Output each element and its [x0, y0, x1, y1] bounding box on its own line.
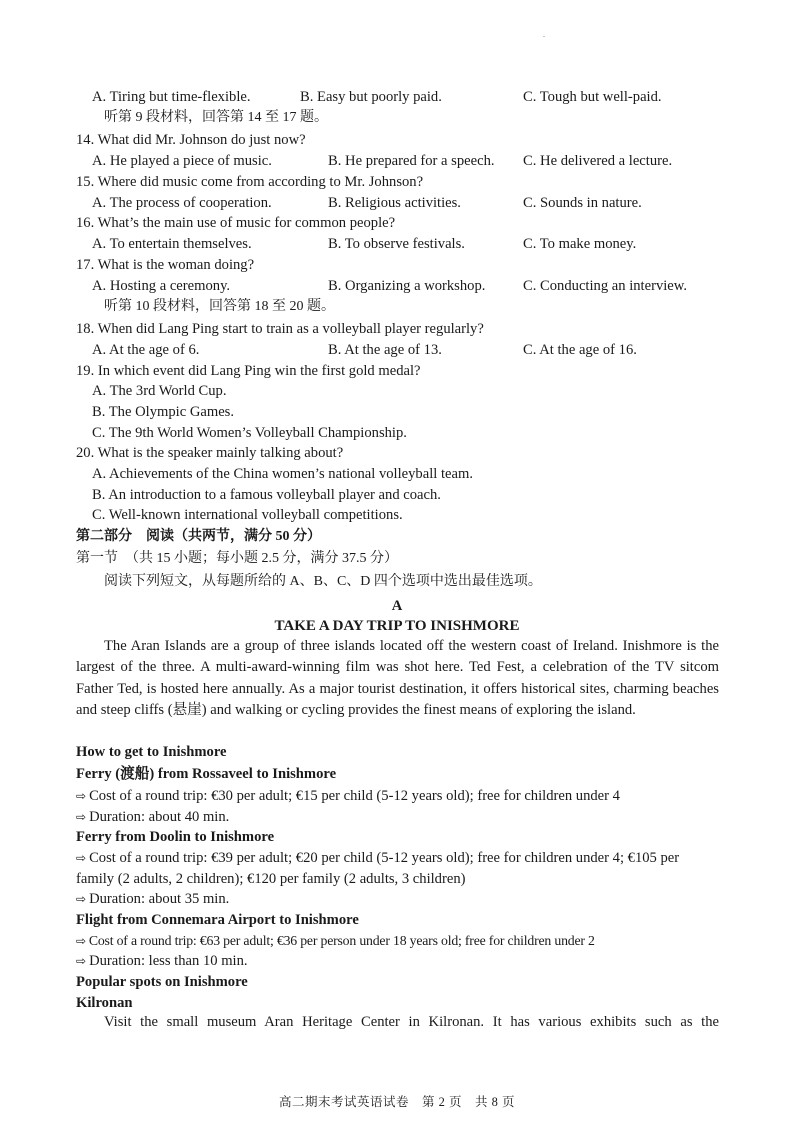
q17-question: 17. What is the woman doing? — [76, 257, 255, 273]
ferry-doolin-duration-text: Duration: about 35 min. — [89, 891, 230, 907]
q19-option-c: C. The 9th World Women’s Volleyball Championship. — [92, 425, 407, 441]
q16-option-a: A. To entertain themselves. — [92, 236, 252, 252]
flight-heading: Flight from Connemara Airport to Inishmore — [76, 912, 359, 928]
ferry-rossaveel-heading: Ferry (渡船) from Rossaveel to Inishmore — [76, 766, 337, 782]
part-2-heading: 第二部分 阅读（共两节，满分 50 分） — [76, 529, 321, 544]
q18-option-c: C. At the age of 16. — [523, 342, 637, 358]
ferry-rossaveel-cost-text: Cost of a round trip: €30 per adult; €15 per child (5-12 years old); free for children under 4 — [89, 788, 620, 804]
header-mark: . — [543, 30, 545, 39]
q16-option-b: B. To observe festivals. — [328, 236, 465, 252]
arrow-icon: ⇨ — [76, 954, 87, 968]
ferry-doolin-duration — [76, 890, 229, 908]
q17-option-c: C. Conducting an interview. — [523, 278, 688, 294]
q13-option-b: B. Easy but poorly paid. — [300, 89, 442, 105]
ferry-rossaveel-duration — [76, 808, 229, 826]
how-to-get-heading: How to get to Inishmore — [76, 744, 227, 760]
q17-option-b: B. Organizing a workshop. — [328, 278, 486, 294]
passage-title: TAKE A DAY TRIP TO INISHMORE — [274, 618, 520, 634]
ferry-rossaveel-duration-text: Duration: about 40 min. — [89, 809, 230, 825]
q18-option-b: B. At the age of 13. — [328, 342, 442, 358]
q20-option-c: C. Well-known international volleyball competitions. — [92, 507, 403, 523]
page-footer: 高二期末考试英语试卷 第 2 页 共 8 页 — [278, 1095, 515, 1109]
arrow-icon: ⇨ — [76, 810, 87, 824]
q20-option-a: A. Achievements of the China women’s national volleyball team. — [92, 466, 473, 482]
flight-cost — [76, 932, 595, 950]
ferry-doolin-cost — [76, 848, 719, 890]
q16-option-c: C. To make money. — [523, 236, 637, 252]
q19-question: 19. In which event did Lang Ping win the first gold medal? — [76, 363, 421, 379]
kilronan-heading: Kilronan — [76, 995, 133, 1011]
kilronan-paragraph — [76, 1012, 719, 1033]
q17-option-a: A. Hosting a ceremony. — [92, 278, 231, 294]
q15-question: 15. Where did music come from according to Mr. Johnson? — [76, 174, 424, 190]
flight-duration — [76, 952, 248, 970]
arrow-icon: ⇨ — [76, 789, 87, 803]
arrow-icon: ⇨ — [76, 892, 87, 906]
reading-instruction: 阅读下列短文，从每题所给的 A、B、C、D 四个选项中选出最佳选项。 — [104, 574, 542, 589]
flight-cost-text: Cost of a round trip: €63 per adult; €36 per person under 18 years old; free for children under 2 — [88, 933, 595, 948]
kilronan-text: Visit the small museum Aran Heritage Center in Kilronan. It has various exhibits such as the — [104, 1014, 719, 1030]
q19-option-a: A. The 3rd World Cup. — [92, 383, 227, 399]
intro-paragraph: The Aran Islands are a group of three islands located off the western coast of Ireland. Inishmore is the largest of the three. A multi-award-winning film was shot here. Ted Fest, a celebration of the TV sitcom Father Ted, is hosted here annually. As a major tourist destination, it offers historical sites, charming beaches and steep cliffs (悬崖) and walking or cycling provides the finest means of exploring the island. — [76, 638, 719, 718]
q13-option-c: C. Tough but well-paid. — [523, 89, 662, 105]
flight-duration-text: Duration: less than 10 min. — [89, 953, 248, 969]
section-1-heading: 第一节 （共 15 小题；每小题 2.5 分，满分 37.5 分） — [76, 551, 398, 566]
q15-option-c: C. Sounds in nature. — [523, 195, 642, 211]
q18-question: 18. When did Lang Ping start to train as a volleyball player regularly? — [76, 321, 484, 337]
ferry-rossaveel-cost — [76, 787, 620, 805]
q15-option-a: A. The process of cooperation. — [92, 195, 272, 211]
q14-option-c: C. He delivered a lecture. — [523, 153, 673, 169]
q20-option-b: B. An introduction to a famous volleyball player and coach. — [92, 487, 441, 503]
popular-spots-heading: Popular spots on Inishmore — [76, 974, 248, 990]
q16-question: 16. What’s the main use of music for common people? — [76, 215, 396, 231]
q13-option-a: A. Tiring but time-flexible. — [92, 89, 251, 105]
q14-question: 14. What did Mr. Johnson do just now? — [76, 132, 306, 148]
ferry-doolin-cost-text: Cost of a round trip: €39 per adult; €20 per child (5-12 years old); free for children under 4; €105 per family (2 adults, 2 children); €120 per family (2 adults, 3 children) — [76, 850, 680, 887]
section-9-instruction: 听第 9 段材料，回答第 14 至 17 题。 — [104, 110, 328, 125]
q19-option-b: B. The Olympic Games. — [92, 404, 234, 420]
passage-intro — [76, 636, 719, 721]
arrow-icon: ⇨ — [76, 934, 86, 948]
q20-question: 20. What is the speaker mainly talking about? — [76, 445, 344, 461]
q14-option-a: A. He played a piece of music. — [92, 153, 272, 169]
q14-option-b: B. He prepared for a speech. — [328, 153, 495, 169]
ferry-doolin-heading: Ferry from Doolin to Inishmore — [76, 829, 275, 845]
section-10-instruction: 听第 10 段材料，回答第 18 至 20 题。 — [104, 299, 335, 314]
passage-letter: A — [391, 598, 403, 614]
q18-option-a: A. At the age of 6. — [92, 342, 200, 358]
arrow-icon: ⇨ — [76, 851, 87, 865]
q15-option-b: B. Religious activities. — [328, 195, 461, 211]
